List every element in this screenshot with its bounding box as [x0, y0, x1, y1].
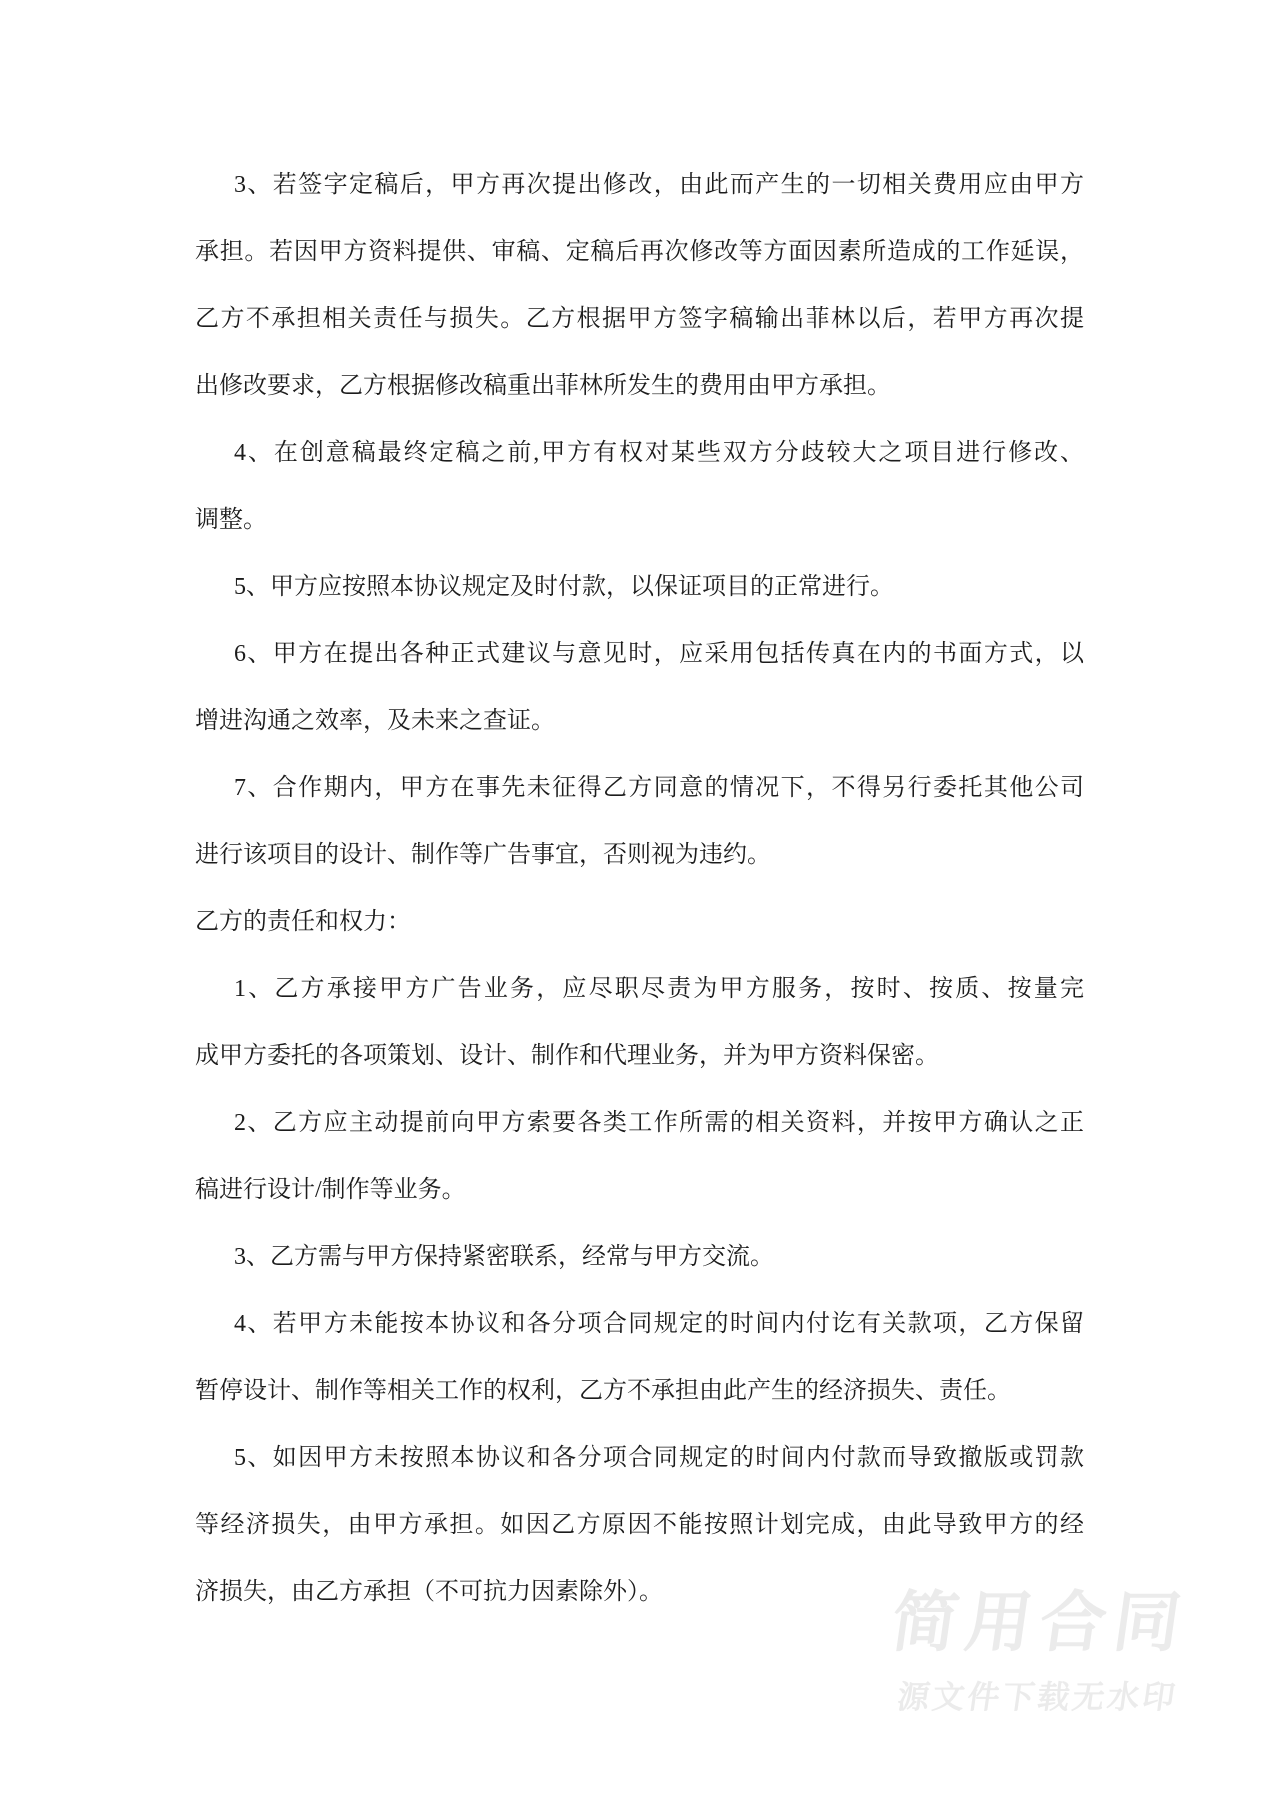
- watermark-subtitle: 源文件下载无水印: [894, 1679, 1181, 1715]
- text-line: 稿进行设计/制作等业务。: [195, 1177, 466, 1203]
- text-line: 调整。: [195, 507, 267, 533]
- text-line: 济损失，由乙方承担（不可抗力因素除外）。: [195, 1579, 663, 1605]
- text-line: 2、乙方应主动提前向甲方索要各类工作所需的相关资料，并按甲方确认之正: [234, 1110, 1084, 1136]
- text-line: 暂停设计、制作等相关工作的权利，乙方不承担由此产生的经济损失、责任。: [195, 1378, 1011, 1404]
- text-line: 增进沟通之效率，及未来之查证。: [195, 708, 555, 734]
- text-line: 乙方不承担相关责任与损失。乙方根据甲方签字稿输出菲林以后，若甲方再次提: [195, 306, 1084, 332]
- text-line: 等经济损失，由甲方承担。如因乙方原因不能按照计划完成，由此导致甲方的经: [195, 1512, 1084, 1538]
- text-line: 乙方的责任和权力：: [195, 909, 411, 935]
- text-line: 1、乙方承接甲方广告业务，应尽职尽责为甲方服务，按时、按质、按量完: [234, 976, 1084, 1002]
- text-line: 5、甲方应按照本协议规定及时付款，以保证项目的正常进行。: [234, 574, 894, 600]
- watermark-title: 简用合同: [886, 1585, 1194, 1659]
- text-line: 成甲方委托的各项策划、设计、制作和代理业务，并为甲方资料保密。: [195, 1043, 939, 1069]
- text-line: 3、乙方需与甲方保持紧密联系，经常与甲方交流。: [234, 1244, 774, 1270]
- text-line: 7、合作期内，甲方在事先未征得乙方同意的情况下，不得另行委托其他公司: [234, 775, 1084, 801]
- text-line: 进行该项目的设计、制作等广告事宜，否则视为违约。: [195, 842, 771, 868]
- text-line: 4、若甲方未能按本协议和各分项合同规定的时间内付讫有关款项，乙方保留: [234, 1311, 1084, 1337]
- text-line: 承担。若因甲方资料提供、审稿、定稿后再次修改等方面因素所造成的工作延误，: [195, 239, 1084, 265]
- text-line: 出修改要求，乙方根据修改稿重出菲林所发生的费用由甲方承担。: [195, 373, 891, 399]
- text-line: 4、在创意稿最终定稿之前,甲方有权对某些双方分歧较大之项目进行修改、: [234, 440, 1084, 466]
- contract-text: [195, 152, 1084, 1626]
- text-line: 6、甲方在提出各种正式建议与意见时，应采用包括传真在内的书面方式，以: [234, 641, 1084, 667]
- text-line: 3、若签字定稿后，甲方再次提出修改，由此而产生的一切相关费用应由甲方: [234, 172, 1084, 198]
- text-line: 5、如因甲方未按照本协议和各分项合同规定的时间内付款而导致撤版或罚款: [234, 1445, 1084, 1471]
